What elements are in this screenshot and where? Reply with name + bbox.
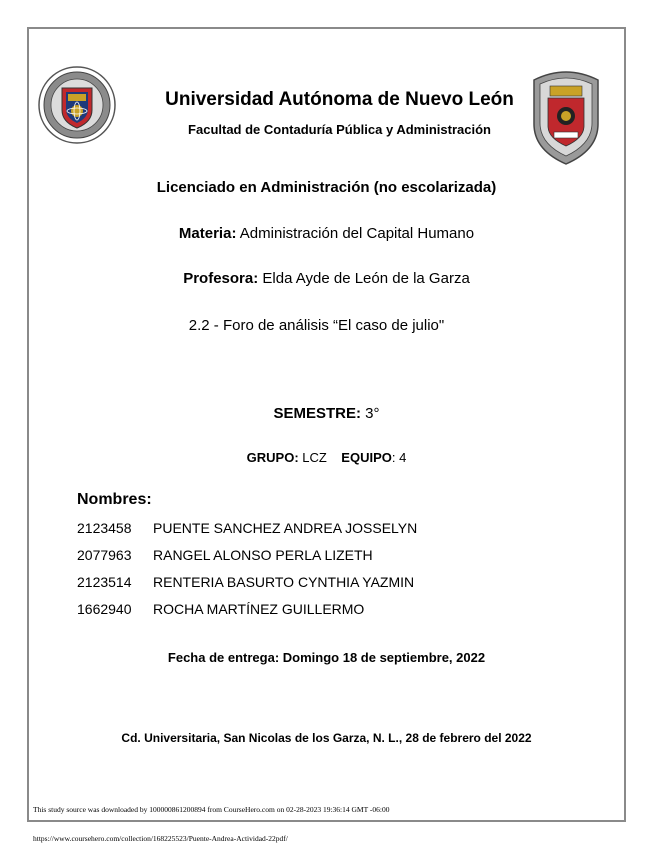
semester-line	[27, 405, 626, 422]
student-id: 2123458	[77, 520, 132, 536]
student-row	[77, 547, 373, 563]
student-row	[77, 601, 364, 617]
source-url[interactable]: https://www.coursehero.com/collection/168225523/Puente-Andrea-Actividad-22pdf/	[33, 834, 288, 843]
activity-text: - Foro de análisis “El caso de julio"	[213, 317, 445, 334]
professor-label: Profesora:	[183, 270, 259, 287]
subject-label: Materia:	[178, 225, 237, 242]
download-source-note: This study source was downloaded by 100000861200894 from CourseHero.com on 02-28-2023 19:36:14 GMT -06:00	[33, 805, 390, 814]
student-row	[77, 574, 414, 590]
group-label: GRUPO:	[246, 450, 299, 465]
professor-value: Elda Ayde de León de la Garza	[262, 270, 470, 287]
group-line: GRUPO: LCZ EQUIPO: 4	[246, 450, 407, 465]
names-title: Nombres:	[77, 491, 152, 508]
student-id: 1662940	[77, 601, 132, 617]
student-name: PUENTE SANCHEZ ANDREA JOSSELYN	[153, 520, 418, 536]
student-name: RENTERIA BASURTO CYNTHIA YAZMIN	[153, 574, 415, 590]
student-name: ROCHA MARTÍNEZ GUILLERMO	[153, 601, 365, 617]
semester-value: 3°	[365, 405, 380, 422]
student-name: RANGEL ALONSO PERLA LIZETH	[153, 547, 373, 563]
activity-line	[17, 317, 616, 334]
program-name: Licenciado en Administración (no escolarizada)	[156, 179, 497, 196]
student-row	[77, 520, 417, 536]
activity-number: 2.2	[188, 317, 210, 334]
student-id: 2123514	[77, 574, 132, 590]
team-label: EQUIPO	[341, 450, 392, 465]
subject-line	[27, 225, 626, 242]
faculty-name: Facultad de Contaduría Pública y Administración	[188, 122, 491, 137]
group-value: LCZ	[302, 450, 327, 465]
delivery-date: Fecha de entrega: Domingo 18 de septiembre, 2022	[167, 650, 486, 665]
subject-value: Administración del Capital Humano	[239, 225, 475, 242]
facpya-seal-icon	[530, 68, 602, 166]
university-name: Universidad Autónoma de Nuevo León	[165, 89, 514, 110]
student-id: 2077963	[77, 547, 132, 563]
place-date: Cd. Universitaria, San Nicolas de los Garza, N. L., 28 de febrero del 2022	[121, 731, 532, 745]
team-value: 4	[399, 450, 407, 465]
semester-label: SEMESTRE:	[273, 405, 361, 422]
professor-line	[27, 270, 626, 287]
